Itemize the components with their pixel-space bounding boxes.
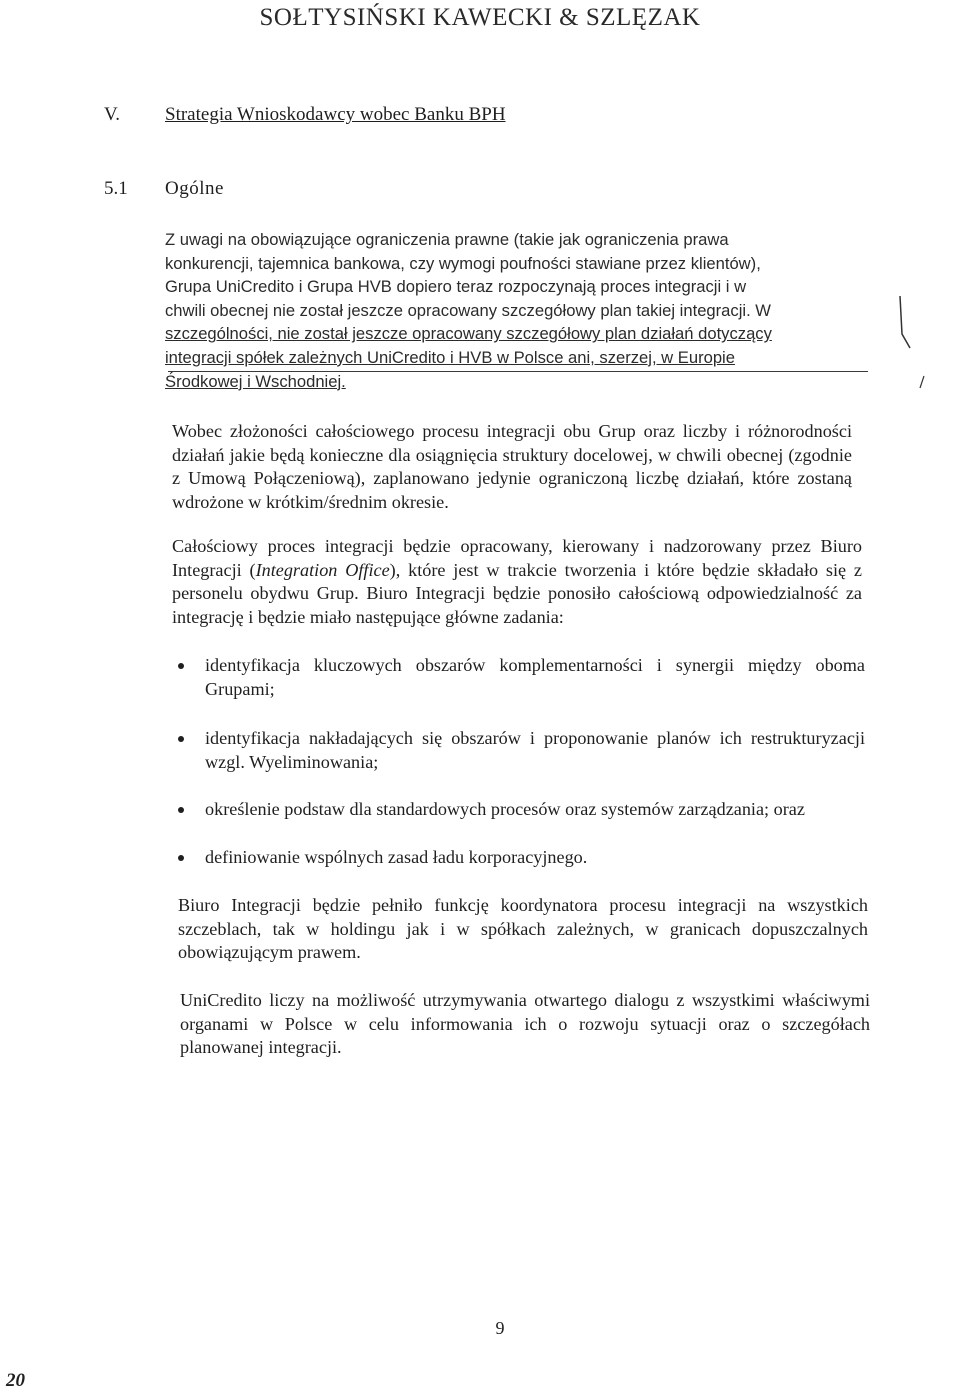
section-title: Strategia Wnioskodawcy wobec Banku BPH: [165, 104, 506, 125]
margin-rule: [168, 371, 868, 372]
firm-header: SOŁTYSIŃSKI KAWECKI & SZLĘZAK: [259, 4, 701, 31]
paragraph-line-underlined: szczególności, nie został jeszcze opracowany szczegółowy plan działań dotyczący: [165, 324, 772, 344]
paragraph-complexity: Wobec złożoności całościowego procesu integracji obu Grup oraz liczby i różnorodności działań jakie będą konieczne dla osiągnięcia struktury docelowej, w chwili obecnej (zgodnie z Umową Połączeniową), zaplanowano jedynie ograniczoną liczbę działań, które zostaną wdrożone w krótkim/średnim okresie.: [172, 421, 852, 512]
bullet-icon: [178, 807, 184, 813]
sheet-number: 20: [6, 1370, 25, 1391]
paragraph-line: Z uwagi na obowiązujące ograniczenia prawne (takie jak ograniczenia prawa: [165, 230, 729, 249]
bullet-icon: [178, 736, 184, 742]
paragraph-text: ), które jest w trakcie tworzenia i które będzie składało się z personelu obydwu Grup. Biuro Integracji będzie ponosiło całościową odpowiedzialność za integrację i będzie miało następujące główne zadania:: [172, 559, 863, 627]
subsection-title: Ogólne: [165, 178, 224, 199]
list-item-text: identyfikacja nakładających się obszarów i proponowanie planów ich restrukturyzacji wzgl. Wyeliminowania;: [205, 728, 865, 772]
paragraph-line: konkurencji, tajemnica bankowa, czy wymogi poufności stawiane przez klientów),: [165, 253, 761, 273]
paragraph-dialogue: UniCredito liczy na możliwość utrzymywania otwartego dialogu z wszystkimi właściwymi organami w Polsce w celu informowania ich o rozwoju sytuacji oraz o szczegółach planowanej integracji.: [180, 990, 870, 1058]
paragraph-coordinator: Biuro Integracji będzie pełniło funkcję koordynatora procesu integracji na wszystkich szczeblach, tak w holdingu jak i w spółkach zależnych, w granicach dopuszczalnych obowiązującym prawem.: [178, 895, 868, 963]
subsection-number: 5.1: [104, 178, 128, 199]
list-item-text: identyfikacja kluczowych obszarów komplementarności i synergii między oboma Grupami;: [205, 655, 865, 699]
paragraph-italic-term: Integration Office: [255, 559, 390, 580]
paragraph-line-underlined: integracji spółek zależnych UniCredito i HVB w Polsce ani, szerzej, w Europie: [165, 347, 735, 367]
list-item-text: określenie podstaw dla standardowych procesów oraz systemów zarządzania; oraz: [205, 799, 805, 819]
bullet-icon: [178, 663, 184, 669]
paragraph-line: chwili obecnej nie został jeszcze opracowany szczegółowy plan takiej integracji. W: [165, 300, 771, 320]
bullet-icon: [178, 855, 184, 861]
section-number: V.: [104, 104, 121, 125]
paragraph-line: Grupa UniCredito i Grupa HVB dopiero teraz rozpoczynają proces integracji i w: [165, 277, 747, 297]
margin-bracket-icon: [880, 290, 940, 400]
paragraph-integration-office: [172, 535, 862, 629]
page-number: 9: [495, 1318, 505, 1338]
paragraph-line-underlined: Środkowej i Wschodniej.: [165, 371, 346, 391]
list-item-text: definiowanie wspólnych zasad ładu korporacyjnego.: [205, 847, 588, 867]
paragraph-intro: [165, 228, 861, 393]
paragraph-text: Całościowy proces integracji będzie opracowany, kierowany i nadzorowany przez Biuro Integracji (: [172, 536, 862, 580]
